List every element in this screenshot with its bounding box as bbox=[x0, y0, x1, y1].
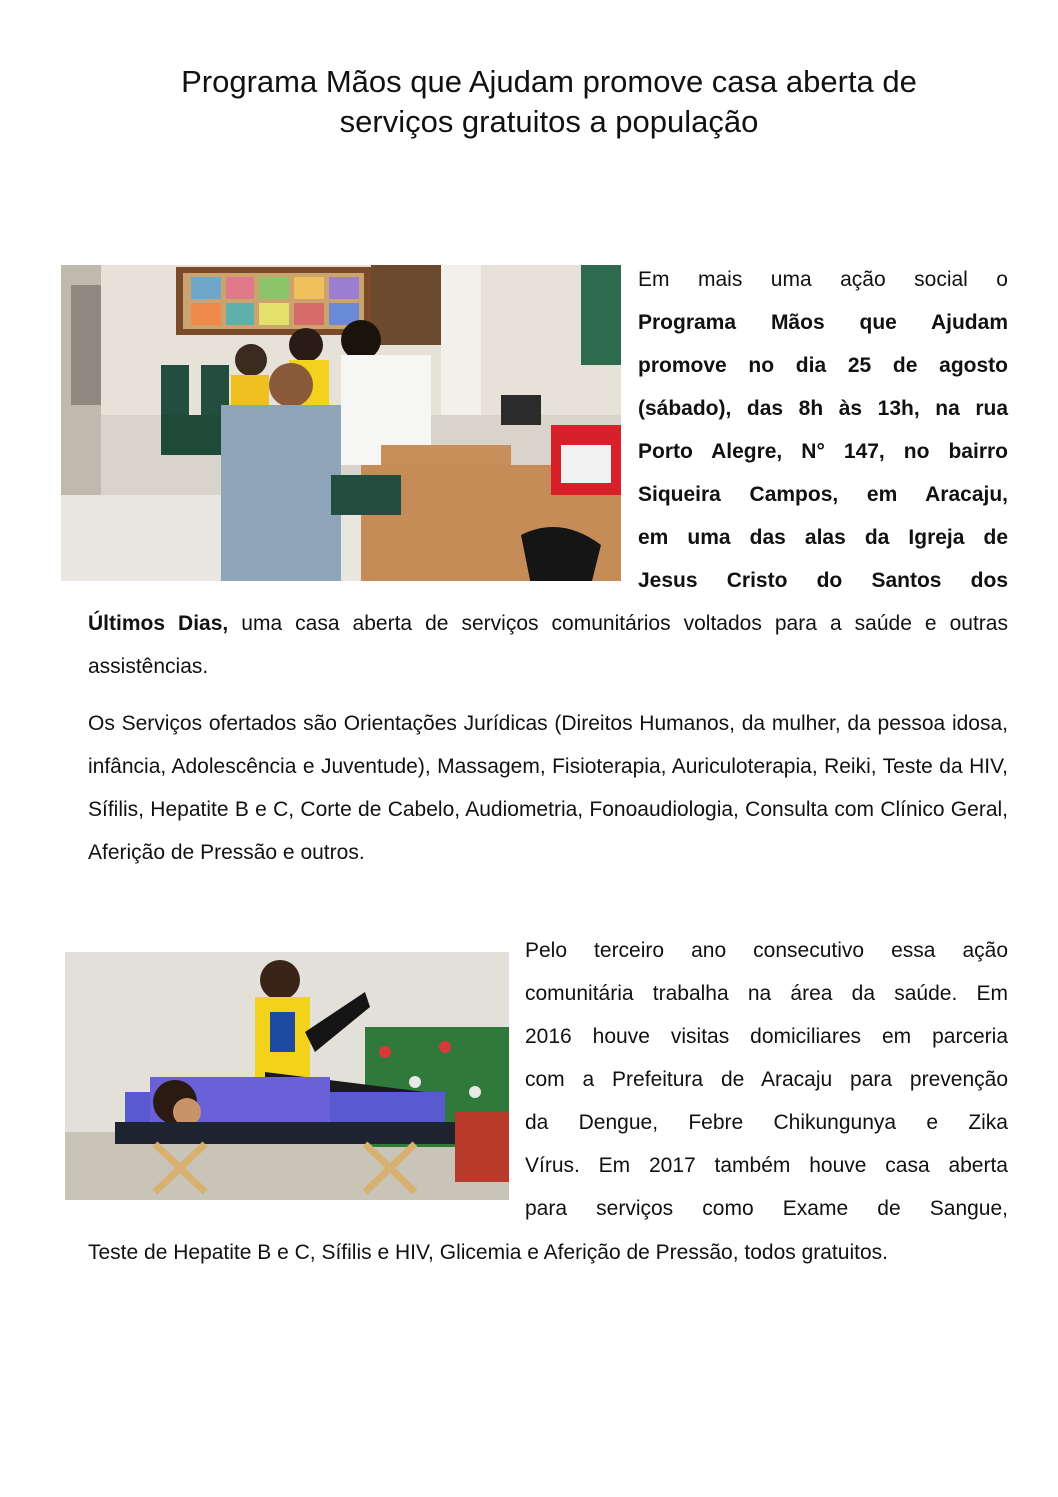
para3-line-2: comunitária trabalha na área da saúde. Em bbox=[525, 982, 1008, 1005]
para2-text: Os Serviços ofertados são Orientações Jurídicas (Direitos Humanos, da mulher, da pessoa idosa, infância, Adolescência e Juventude), Massagem, Fisioterapia, Auriculoterapia, Reiki, Teste da HIV, Sífilis, Hepatite B e C, Corte de Cabelo, Audiometria, Fonoaudiologia, Consulta com Clínico Geral, Aferição de Pressão e outros. bbox=[88, 712, 1008, 864]
paragraph-3-continued bbox=[88, 1231, 1008, 1274]
para1-bold-4: Porto Alegre, N° 147, no bairro bbox=[638, 440, 1008, 463]
para1-bold-6: em uma das alas da Igreja de bbox=[638, 526, 1008, 549]
document-title bbox=[70, 62, 1028, 142]
title-line-2: serviços gratuitos a população bbox=[339, 104, 759, 139]
title-line-1: Programa Mãos que Ajudam promove casa aberta de bbox=[181, 64, 917, 99]
para3-line-4: com a Prefeitura de Aracaju para prevenção bbox=[525, 1068, 1008, 1091]
paragraph-1 bbox=[638, 258, 1008, 602]
para1-bold-8: Últimos Dias, bbox=[88, 612, 229, 635]
para1-rest: uma casa aberta de serviços comunitários voltados para a saúde e outras assistências. bbox=[88, 612, 1008, 678]
para1-bold-3: (sábado), das 8h às 13h, na rua bbox=[638, 397, 1008, 420]
para3-line-7: para serviços como Exame de Sangue, bbox=[525, 1197, 1008, 1220]
para1-bold-7: Jesus Cristo do Santos dos bbox=[638, 569, 1008, 592]
paragraph-2 bbox=[88, 702, 1008, 874]
para3-line-3: 2016 houve visitas domiciliares em parceria bbox=[525, 1025, 1008, 1048]
para3-line-5: da Dengue, Febre Chikungunya e Zika bbox=[525, 1111, 1008, 1134]
photo-blood-pressure bbox=[61, 265, 621, 581]
photo-physiotherapy bbox=[65, 952, 509, 1200]
para3-rest: Teste de Hepatite B e C, Sífilis e HIV, Glicemia e Aferição de Pressão, todos gratuitos. bbox=[88, 1241, 888, 1264]
paragraph-1-continued bbox=[88, 602, 1008, 688]
para1-bold-1: Programa Mãos que Ajudam bbox=[638, 311, 1008, 334]
para1-intro: Em mais uma ação social o bbox=[638, 268, 1008, 291]
para1-bold-2: promove no dia 25 de agosto bbox=[638, 354, 1008, 377]
para1-bold-5: Siqueira Campos, em Aracaju, bbox=[638, 483, 1008, 506]
para3-line-6: Vírus. Em 2017 também houve casa aberta bbox=[525, 1154, 1008, 1177]
paragraph-3 bbox=[525, 929, 1008, 1230]
para3-line-1: Pelo terceiro ano consecutivo essa ação bbox=[525, 939, 1008, 962]
